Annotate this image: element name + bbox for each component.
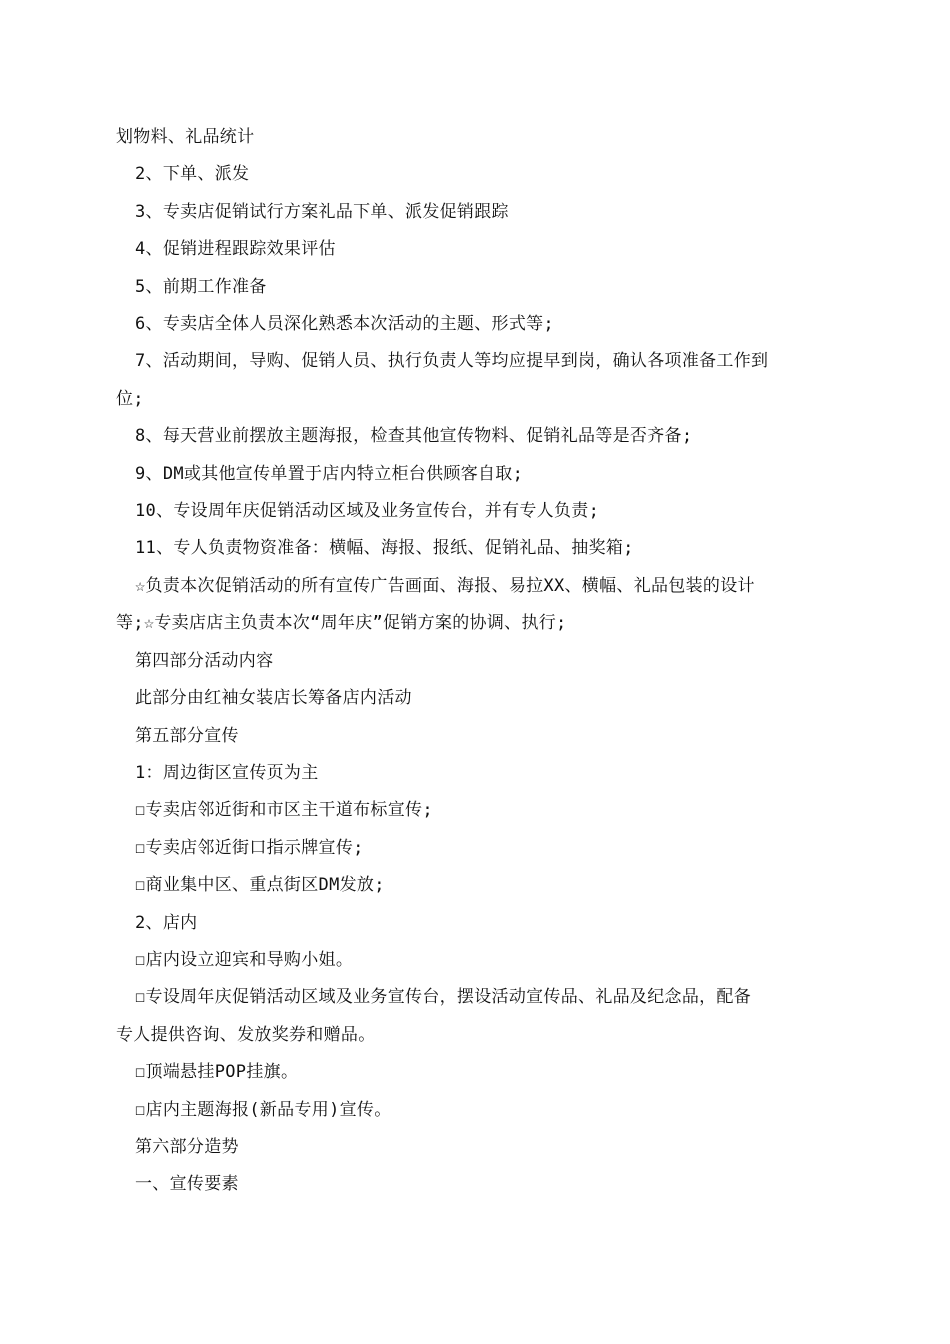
list-item-2: 2、下单、派发 [135, 164, 250, 185]
checkbox-item-5-continued: 专人提供咨询、发放奖券和赠品。 [116, 1024, 376, 1045]
checkbox-item-1: ☐专卖店邻近街和市区主干道布标宣传; [135, 800, 433, 821]
list-item-11: 11、专人负责物资准备：横幅、海报、报纸、促销礼品、抽奖箱; [135, 538, 634, 559]
list-item-9: 9、DM或其他宣传单置于店内特立柜台供顾客自取; [135, 463, 524, 484]
list-item-10: 10、专设周年庆促销活动区域及业务宣传台，并有专人负责; [135, 501, 600, 522]
promo-subheading-1: 1：周边街区宣传页为主 [135, 762, 319, 783]
section-heading-5: 第五部分宣传 [135, 725, 239, 746]
checkbox-item-7: ☐店内主题海报(新品专用)宣传。 [135, 1099, 392, 1120]
section-4-text: 此部分由红袖女装店长筹备店内活动 [135, 688, 412, 709]
list-item-6: 6、专卖店全体人员深化熟悉本次活动的主题、形式等; [135, 314, 554, 335]
list-item-4: 4、促销进程跟踪效果评估 [135, 239, 336, 260]
star-paragraph: ☆负责本次促销活动的所有宣传广告画面、海报、易拉XX、横幅、礼品包装的设计 [135, 575, 755, 596]
list-item-5: 5、前期工作准备 [135, 276, 267, 297]
section-6-subheading: 一、宣传要素 [135, 1174, 239, 1195]
checkbox-item-5: ☐专设周年庆促销活动区域及业务宣传台，摆设活动宣传品、礼品及纪念品，配备 [135, 987, 752, 1008]
promo-subheading-2: 2、店内 [135, 912, 198, 933]
checkbox-item-4: ☐店内设立迎宾和导购小姐。 [135, 949, 354, 970]
checkbox-item-3: ☐商业集中区、重点街区DM发放; [135, 875, 385, 896]
section-heading-4: 第四部分活动内容 [135, 650, 274, 671]
section-heading-6: 第六部分造势 [135, 1136, 239, 1157]
checkbox-item-2: ☐专卖店邻近街口指示牌宣传; [135, 837, 364, 858]
star-paragraph-continued: 等;☆专卖店店主负责本次“周年庆”促销方案的协调、执行; [116, 613, 567, 634]
text-line-1: 划物料、礼品统计 [116, 127, 255, 147]
document-body [116, 119, 836, 1204]
list-item-7-continued: 位; [116, 388, 144, 409]
list-item-7: 7、活动期间，导购、促销人员、执行负责人等均应提早到岗，确认各项准备工作到 [135, 351, 769, 372]
checkbox-item-6: ☐顶端悬挂POP挂旗。 [135, 1062, 299, 1083]
list-item-3: 3、专卖店促销试行方案礼品下单、派发促销跟踪 [135, 201, 509, 222]
list-item-8: 8、每天营业前摆放主题海报，检查其他宣传物料、促销礼品等是否齐备; [135, 426, 693, 447]
